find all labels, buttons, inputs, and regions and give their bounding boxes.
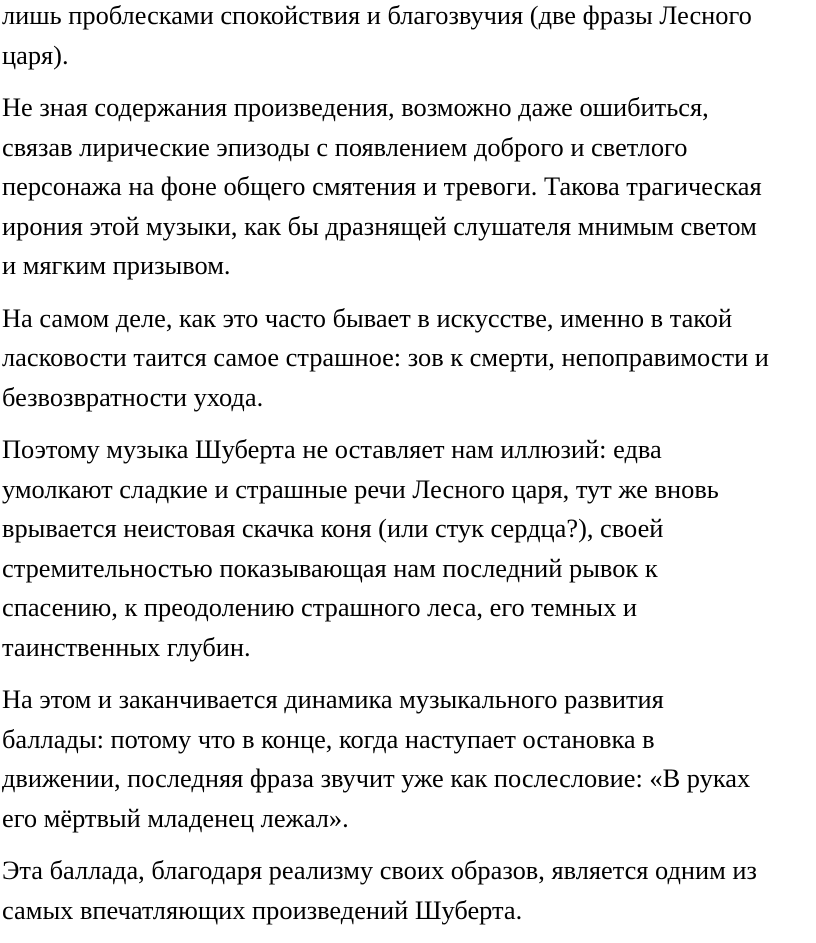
- paragraph-6: Эта баллада, благодаря реализму своих образов, является одним из самых впечатляющих произведений Шуберта.: [2, 855, 757, 925]
- paragraph-4: Поэтому музыка Шуберта не оставляет нам иллюзий: едва умолкают сладкие и страшные речи Лесного царя, тут же вновь врывается неистовая скачка коня (или стук сердца?), своей стремительностью показывающая нам последний рывок к спасению, к преодолению страшного леса, его темных и таинственных глубин.: [2, 434, 719, 662]
- paragraph-2: Не зная содержания произведения, возможно даже ошибиться, связав лирические эпизоды с появлением доброго и светлого персонажа на фоне общего смятения и тревоги. Такова трагическая ирония этой музыки, как бы дразнящей слушателя мнимым светом и мягким призывом.: [2, 92, 762, 280]
- paragraph-5: На этом и заканчивается динамика музыкального развития баллады: потому что в конце, когда наступает остановка в движении, последняя фраза звучит уже как послесловие: «В руках его мёртвый младенец лежал».: [2, 684, 751, 833]
- document-body: [2, 0, 810, 943]
- paragraph-1: лишь проблесками спокойствия и благозвучия (две фразы Лесного царя).: [2, 0, 752, 70]
- paragraph-3: На самом деле, как это часто бывает в искусстве, именно в такой ласковости таится самое страшное: зов к смерти, непоправимости и безвозвратности ухода.: [2, 302, 769, 412]
